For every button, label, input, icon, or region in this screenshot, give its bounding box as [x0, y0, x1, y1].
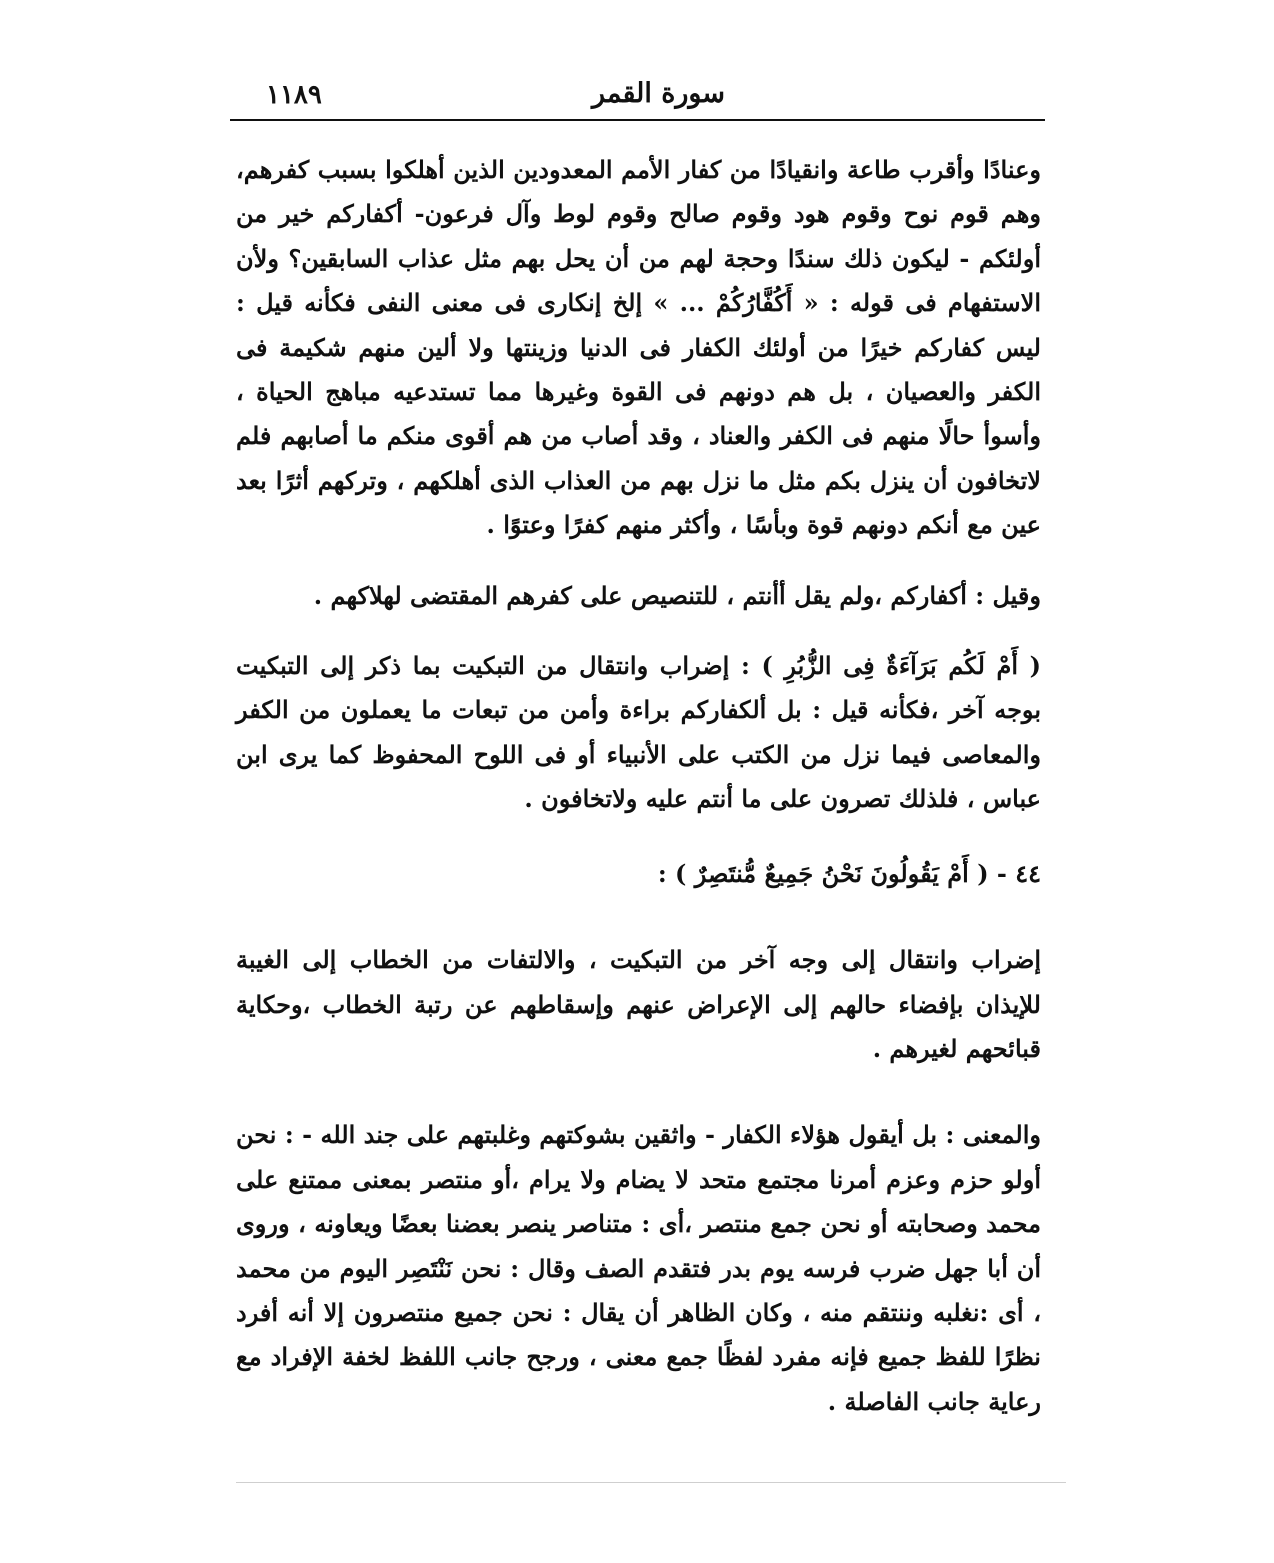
- footer-divider: [236, 1482, 1066, 1483]
- page-header: [230, 70, 1045, 118]
- paragraph-meaning: والمعنى : بل أيقول هؤلاء الكفار - واثقين بشوكتهم وغلبتهم على جند الله - : نحن أولو حزم وعزم أمرنا مجتمع متحد لا يضام ولا يرام ،أو منتصر بمعنى ممتنع على محمد وصحابته أو نحن جمع منتصر ،أى : متناصر ينصر بعضنا بعضًا ويعاونه ، وروى أن أبا جهل ضرب فرسه يوم بدر فتقدم الصف وقال : نحن نَنْتَصِر اليوم من محمد ، أى :نغلبه وننتقم منه ، وكان الظاهر أن يقال : نحن جميع منتصرون إلا أنه أفرد نظرًا للفظ جميع فإنه مفرد لفظًا جمع معنى ، ورجح جانب اللفظ لخفة الإفراد مع رعاية جانب الفاصلة .: [236, 1120, 1041, 1416]
- surah-title: سورة القمر: [591, 78, 725, 109]
- page-number: ١١٨٩: [266, 80, 322, 110]
- paragraph-baraah-fil-zubur: ( أَمْ لَكُم بَرَآءَةٌ فِى الزُّبُرِ ) : إضراب وانتقال من التبكيت بما ذكر إلى التبكيت بوجه آخر ،فكأنه قيل : بل ألكفاركم براءة وأمن من تبعات ما يعملون من الكفر والمعاصى فيما نزل من الكتب على الأنبياء أو فى اللوح المحفوظ كما يرى ابن عباس ، فلذلك تصرون على ما أنتم عليه ولاتخافون .: [236, 651, 1042, 814]
- paragraph-akuffarukum: وقيل : أكفاركم ،ولم يقل أأنتم ، للتنصيص على كفرهم المقتضى لهلاكهم .: [313, 580, 1041, 610]
- verse-heading-44: ٤٤ - ( أَمْ يَقُولُونَ نَحْنُ جَمِيعٌ مُّنتَصِرٌ ) :: [657, 858, 1041, 888]
- header-divider: [230, 119, 1045, 121]
- paragraph-kuffar-comparison: وعنادًا وأقرب طاعة وانقيادًا من كفار الأمم المعدودين الذين أهلكوا بسبب كفرهم، وهم قوم نوح وقوم هود وقوم صالح وقوم لوط وآل فرعون- أكفاركم خير من أولئكم - ليكون ذلك سندًا وحجة لهم من أن يحل بهم مثل عذاب السابقين؟ ولأن الاستفهام فى قوله : « أَكُفَّارُكُمْ ... » إلخ إنكارى فى معنى النفى فكأنه قيل : ليس كفاركم خيرًا من أولئك الكفار فى الدنيا وزينتها ولا ألين منهم شكيمة فى الكفر والعصيان ، بل هم دونهم فى القوة وغيرها مما تستدعيه مباهج الحياة ، وأسوأ حالًا منهم فى الكفر والعناد ، وقد أصاب من هم أقوى منكم ما أصابهم فلم لاتخافون أن ينزل بكم مثل ما نزل بهم من العذاب الذى أهلكهم ، وتركهم أثرًا بعد عين مع أنكم دونهم قوة وبأسًا ، وأكثر منهم كفرًا وعتوًا .: [236, 155, 1041, 540]
- paragraph-idrab-iltifat: إضراب وانتقال إلى وجه آخر من التبكيت ، والالتفات من الخطاب إلى الغيبة للإيذان بإفضاء حالهم إلى الإعراض عنهم وإسقاطهم عن رتبة الخطاب ،وحكاية قبائحهم لغيرهم .: [236, 945, 1041, 1063]
- commentary-body: [236, 148, 1041, 1424]
